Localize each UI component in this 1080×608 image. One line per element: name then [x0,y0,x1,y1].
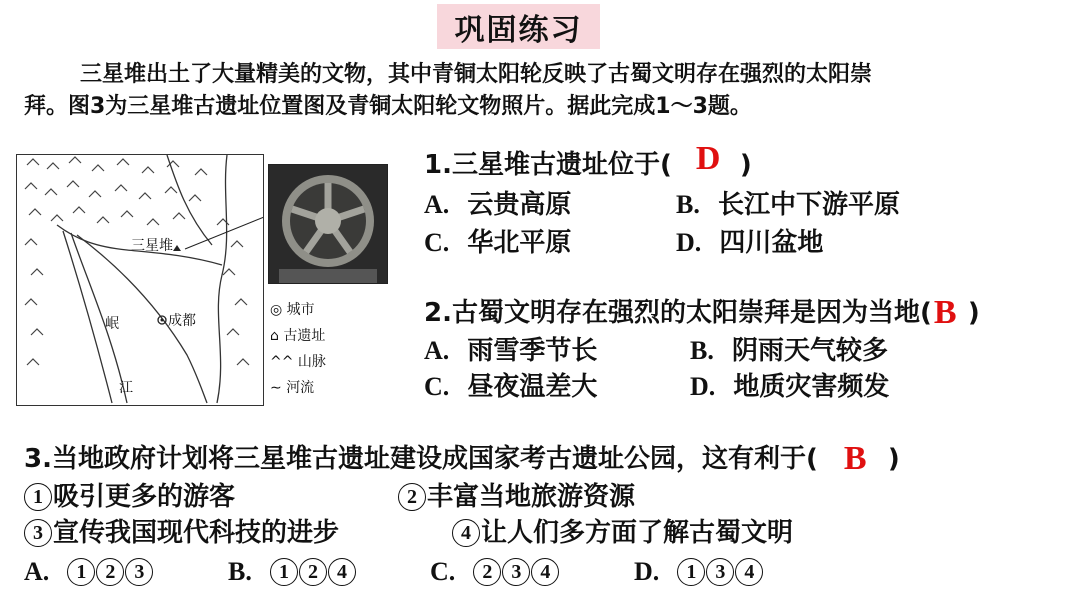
page-title: 巩固练习 [437,4,600,49]
q3-option-a: A. 1 2 3 [24,555,154,589]
q2-option-b: B. 阴雨天气较多 [690,336,888,366]
legend-site: ⌂ 古遗址 [270,328,326,344]
q3-stem: 3.当地政府计划将三星堆古遗址建设成国家考古遗址公园，这有利于( B ) [24,440,900,477]
sun-wheel-photo [268,164,388,284]
q1-option-d: D. 四川盆地 [676,228,824,258]
river-icon: ∼ [270,380,287,396]
q1-stem: 1.三星堆古遗址位于( D ) [424,140,752,180]
map-label-river-1: 岷 [105,316,119,332]
map-label-site: 三星堆 [131,238,173,254]
q3-statement-4: 4 让人们多方面了解古蜀文明 [452,516,793,550]
q3-option-c: C. 2 3 4 [430,555,560,589]
q1-option-b: B. 长江中下游平原 [676,190,900,220]
legend-city: ◎ 城市 [270,302,315,318]
q3-statement-3: 3 宣传我国现代科技的进步 [24,516,339,550]
q3-statement-2: 2 丰富当地旅游资源 [398,480,635,514]
q2-option-c: C. 昼夜温差大 [424,372,598,402]
q2-answer: B [933,294,957,331]
city-icon: ◎ [270,302,287,318]
map-label-city: 成都 [168,313,196,329]
river-lines [57,155,227,403]
q3-option-b: B. 1 2 4 [228,555,357,589]
map-label-river-2: 江 [119,380,133,396]
mountain-icon: ^^ [270,354,298,370]
q3-option-d: D. 1 3 4 [634,555,764,589]
map-legend [270,297,326,401]
q2-option-d: D. 地质灾害频发 [690,372,890,402]
q2-option-a: A. 雨雪季节长 [424,336,598,366]
q2-stem: 2.古蜀文明存在强烈的太阳崇拜是因为当地( B ) [424,294,980,331]
q1-option-a: A. 云贵高原 [424,190,572,220]
site-marker [173,245,181,251]
mountain-marks [25,157,249,365]
q1-option-c: C. 华北平原 [424,228,572,258]
legend-river: ∼ 河流 [270,380,315,396]
map-drawing [17,155,263,405]
legend-mountain: ^^ 山脉 [270,354,326,370]
intro-line-1: 三星堆出土了大量精美的文物，其中青铜太阳轮反映了古蜀文明存在强烈的太阳崇 [80,62,873,87]
intro-line-2: 拜。图3为三星堆古遗址位置图及青铜太阳轮文物照片。据此完成1～3题。 [24,94,752,119]
location-map [16,154,264,406]
q3-answer: B [843,440,867,477]
sun-wheel-image [269,165,387,283]
q3-statement-1: 1 吸引更多的游客 [24,480,235,514]
q1-answer: D [695,140,721,177]
site-icon: ⌂ [270,328,284,344]
